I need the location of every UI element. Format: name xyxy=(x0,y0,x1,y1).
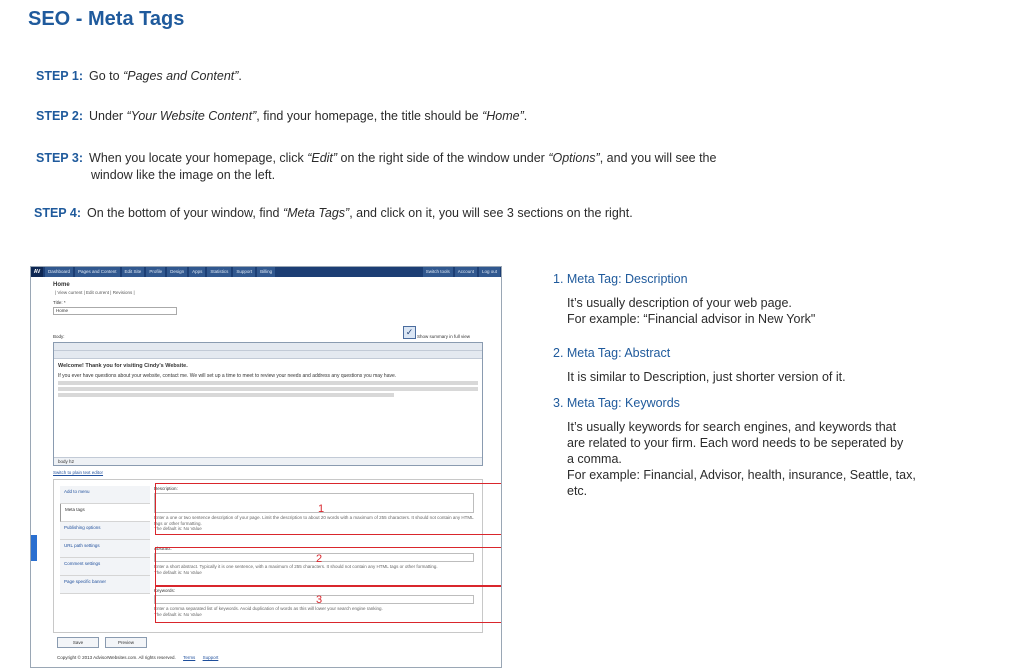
step-text: On the bottom of your window, find xyxy=(87,206,283,220)
highlight-box-1 xyxy=(155,483,502,535)
keywords-hint: Enter a comma separated list of keywords. Avoid duplication of words as this will lower your search engine ranking. xyxy=(154,606,383,611)
meta-description-section xyxy=(553,271,815,327)
nav-design[interactable]: Design xyxy=(167,267,188,277)
step-text-end: . xyxy=(238,69,242,83)
step-3 xyxy=(36,150,966,184)
footer xyxy=(57,655,218,660)
terms-link[interactable]: Terms xyxy=(183,655,196,660)
nav-profile[interactable]: Profile xyxy=(146,267,166,277)
logo: AV xyxy=(31,267,43,277)
support-link[interactable]: Support xyxy=(202,655,219,660)
section-heading: 2. Meta Tag: Abstract xyxy=(553,346,671,360)
highlight-number-2: 2 xyxy=(316,553,323,565)
step-emphasis-2: “Options” xyxy=(548,151,600,165)
step-emphasis-2: “Home” xyxy=(482,109,524,123)
editor-intro: If you ever have questions about your website, contact me. We will set up a time to meet to review your needs and address any questions you may have. xyxy=(58,372,397,379)
body-editor[interactable] xyxy=(53,342,483,466)
step-2 xyxy=(36,108,527,125)
step-text-continued: window like the image on the left. xyxy=(91,168,276,182)
abstract-hint: Enter a short abstract. Typically it is one sentence, with a maximum of 255 characters. It should not contain any HTML tags or other formatting. xyxy=(154,564,438,569)
section-line: For example: Financial, Advisor, health, insurance, Seattle, tax, xyxy=(567,468,916,482)
step-emphasis: “Pages and Content” xyxy=(123,69,239,83)
meta-keywords-section xyxy=(553,395,1013,499)
vertical-tabs xyxy=(60,486,150,594)
nav-billing[interactable]: Billing xyxy=(257,267,276,277)
copyright-text: Copyright © 2013 AdvisorWebsites.com. All rights reserved. xyxy=(57,655,176,660)
switch-editor-link[interactable]: Switch to plain text editor xyxy=(53,470,104,475)
body-label: Body: xyxy=(53,334,65,339)
step-emphasis: “Meta Tags” xyxy=(282,206,350,220)
section-heading: 3. Meta Tag: Keywords xyxy=(553,396,680,410)
step-emphasis: “Edit” xyxy=(307,151,338,165)
tab-meta-tags[interactable]: Meta tags xyxy=(60,504,150,522)
highlight-box-3 xyxy=(155,586,502,623)
nav-edit-site[interactable]: Edit Site xyxy=(122,267,146,277)
keywords-label: Keywords: xyxy=(154,588,176,593)
tab-page-specific-banner[interactable]: Page specific banner xyxy=(60,576,150,594)
editor-screenshot xyxy=(30,266,502,668)
highlight-box-2 xyxy=(155,547,502,586)
title-label: Title: * xyxy=(53,300,66,305)
step-text-end: , and you will see the xyxy=(599,151,717,165)
abstract-label: Abstract: xyxy=(154,546,172,551)
section-line: etc. xyxy=(567,484,588,498)
description-default: The default is: No Value xyxy=(154,526,202,531)
title-input[interactable]: Home xyxy=(53,307,177,315)
step-4 xyxy=(34,205,633,222)
step-text-end: . xyxy=(523,109,528,123)
section-line: a comma. xyxy=(567,452,622,466)
tab-comment-settings[interactable]: Comment settings xyxy=(60,558,150,576)
step-text-mid: on the right side of the window under xyxy=(337,151,549,165)
nav-switch-tools[interactable]: Switch tools xyxy=(423,267,454,277)
editor-placeholder-lines xyxy=(58,381,478,397)
tab-add-to-menu[interactable]: Add to menu xyxy=(60,486,150,504)
top-nav xyxy=(31,267,501,277)
nav-statistics[interactable]: Statistics xyxy=(207,267,232,277)
save-button[interactable]: Save xyxy=(57,637,99,648)
section-line: are related to your firm. Each word needs to be seperated by xyxy=(567,436,904,450)
page-title: SEO - Meta Tags xyxy=(28,8,185,30)
editor-toolbar-2[interactable] xyxy=(54,351,482,359)
show-summary-label: Show summary in full view xyxy=(417,334,471,339)
nav-apps[interactable]: Apps xyxy=(189,267,206,277)
keywords-default: The default is: No Value xyxy=(154,611,202,617)
editor-toolbar-1[interactable] xyxy=(54,343,482,351)
nav-log-out[interactable]: Log out xyxy=(479,267,501,277)
nav-support[interactable]: Support xyxy=(233,267,256,277)
step-text: When you locate your homepage, click xyxy=(89,151,308,165)
step-text: Under xyxy=(89,109,127,123)
step-text-end: , and click on it, you will see 3 sections on the right. xyxy=(349,206,633,220)
abstract-default: The default is: No Value xyxy=(154,569,202,575)
step-emphasis: “Your Website Content” xyxy=(126,109,257,123)
editor-page-title: Home xyxy=(53,282,70,288)
step-1 xyxy=(36,68,242,85)
section-line: It’s usually keywords for search engines, and keywords that xyxy=(567,420,897,434)
highlight-number-3: 3 xyxy=(316,594,323,606)
editor-subnav[interactable]: | View current | Edit current | Revisions | xyxy=(55,290,135,295)
section-line: It’s usually description of your web page. xyxy=(567,296,792,310)
step-text: Go to xyxy=(89,69,124,83)
section-line: It is similar to Description, just shorter version of it. xyxy=(567,370,846,384)
preview-button[interactable]: Preview xyxy=(105,637,147,648)
highlight-number-1: 1 xyxy=(318,503,325,515)
editor-welcome: Welcome! Thank you for visiting Cindy's Website. xyxy=(58,363,188,369)
step-text-mid: , find your homepage, the title should be xyxy=(256,109,483,123)
description-hint: Enter a one or two sentence description of your page. Limit the description to about 20 words with a maximum of 255 characters. It should not contain any HTML tags or other formatting. xyxy=(154,515,474,526)
tab-url-path-settings[interactable]: URL path settings xyxy=(60,540,150,558)
editor-status-bar: body h2 xyxy=(54,457,482,465)
editor-content[interactable] xyxy=(54,359,482,403)
side-feedback-tab[interactable] xyxy=(31,535,37,561)
step-label: STEP 1: xyxy=(36,69,84,83)
step-label: STEP 2: xyxy=(36,109,84,123)
action-buttons xyxy=(57,637,147,648)
nav-dashboard[interactable]: Dashboard xyxy=(45,267,74,277)
nav-account[interactable]: Account xyxy=(455,267,478,277)
nav-pages-and-content[interactable]: Pages and Content xyxy=(75,267,121,277)
section-heading: 1. Meta Tag: Description xyxy=(553,272,688,286)
description-label: Description: xyxy=(154,486,178,491)
meta-abstract-section xyxy=(553,345,846,385)
step-label: STEP 3: xyxy=(36,151,84,165)
tab-publishing-options[interactable]: Publishing options xyxy=(60,522,150,540)
show-summary-checkbox[interactable]: ✓ xyxy=(403,326,416,339)
section-line: For example: “Financial advisor in New York" xyxy=(567,312,816,326)
step-label: STEP 4: xyxy=(34,206,82,220)
